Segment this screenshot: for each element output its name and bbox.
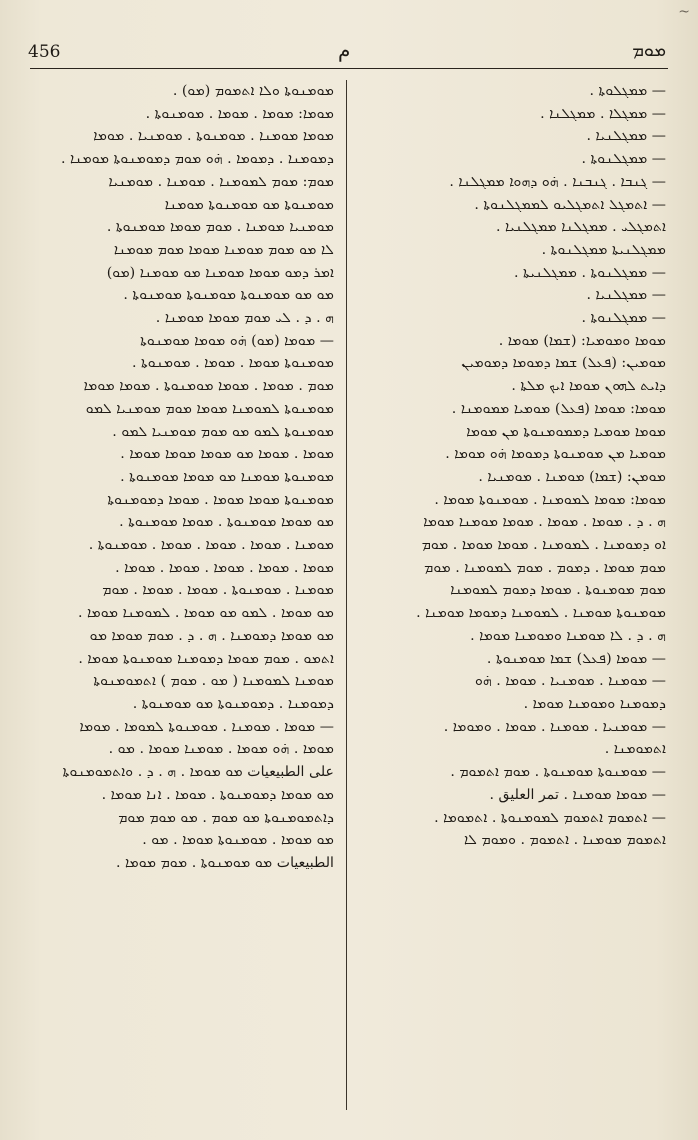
entry-line: — ܡܘܡܐ ܡܘܡܢܐ . تمر العليق . — [489, 786, 666, 803]
entry-line: ܡܘܡ ܡܘܡܐ . ܕܡܘܡ . ܡܘܡ ܠܡܘܡܢܐ . ܡܘܡ — [424, 559, 666, 576]
entry-line: — ܡܘܡܐ (ܡܘ) ܗ̇ܘ ܡܘܡܐ ܡܘܡܢܘܬܐ — [140, 332, 334, 349]
entry-line: — ܡܡܓܠܐ . ܡܡܓܠܢܐ . — [540, 105, 666, 122]
entry-line: ܡܘ ܡܘܡܐ ܡܘܡܢܘܬܐ . ܡܘܡܐ ܡܘܡܢܘܬܐ . — [119, 514, 334, 531]
entry-line: ܡܘܡܢ: (ܫܡܐ) ܡܘܡܢܐ . ܡܘܡܢܝܐ . — [478, 468, 666, 485]
entry-line: ܡܘܡܐ ܡܘܡܝܐ ܕܡܡܘܡܢܘܬܐ ܡܢ ܡܘܡܐ — [466, 423, 666, 440]
entry-line: ܗ . ܕ . ܠܝ ܡܘܡ ܡܘܡܐ ܡܘܡܢܐ . — [155, 310, 334, 327]
corner-mark: ~ — [678, 4, 690, 20]
entry-line: — ܡܡܓܠܢܘܬܐ . — [581, 310, 666, 327]
entry-line: ܐܬܡܘ . ܡܘܡ ܡܘܡܐ ܕܡܘܡܢܐ ܡܘܡܢܘܬܐ ܡܘܡܐ . — [78, 650, 334, 667]
entry-line: ܠܐ ܡܘ ܡܘܡ ܡܘܡܢܐ ܡܘܡܐ ܡܘܡ ܡܘܡܢܐ — [113, 241, 334, 258]
entry-line: — ܡܡܓܠܢܘܬܐ . ܡܡܓܠܢܝܬܐ . — [513, 264, 666, 281]
entry-line: ܡܘܡܢܘܬܐ ܡܘܡܢܐ . ܠܡܘܡܢܐ ܕܡܘܡܐ ܡܘܡܢܐ . — [416, 605, 666, 622]
entry-line: ܡܘܡܝܐ ܡܢ ܡܘܡܢܘܬܐ ܕܡܘܡܐ ܗ̇ܘ ܡܘܡܐ . — [445, 446, 666, 463]
entry-line: — ܡܘܡܐ (ܦܥܠ) ܫܡܐ ܡܘܡܢܘܬܐ . — [486, 650, 666, 667]
page-number: 456 — [28, 42, 61, 62]
entry-line: ܡܘܡܢܐ . ܡܘܡܐ . ܡܘܡܐ . ܡܘܡܐ . ܡܘܡܢܘܬܐ . — [88, 537, 334, 554]
entry-line: ܡܘ ܡܘ ܡܘܡܢܘܬܐ ܡܘܡܢܘܬܐ ܡܘܡܢܘܬܐ . — [123, 287, 334, 304]
running-head: ܡܘܡ — [632, 40, 666, 61]
left-column — [36, 80, 334, 1120]
entry-line: ܐܬܡܘܡ ܡܘܡܢܐ . ܐܬܡܘܡ . ܘܡܘܡ ܠܐ — [464, 832, 666, 849]
entry-line: ܡܘܡܢܘܬܐ ܡܘܡܐ ܡܘܡܐ . ܡܘܡܐ ܕܡܘܡܢܘܬܐ — [107, 491, 334, 508]
entry-line: ܕܡܘܡܢܐ . ܕܡܘܡܐ . ܗ̇ܘ ܡܘܡ ܕܡܘܡܢܘܬܐ ܡܘܡܢܐ . — [60, 151, 334, 168]
entry-line: ܡܘ ܡܘܡܐ . ܠܡܘ ܡܘ ܡܘܡܐ . ܠܡܘܡܢܐ ܡܘܡܐ . — [77, 605, 334, 622]
entry-line: ܡܘܡܐ . ܗ̇ܘ ܡܘܡܐ . ܡܘܡܢܐ ܡܘܡܐ . ܡܘ . — [108, 741, 334, 758]
entry-line: ܡܘܡܐ . ܡܘܡܐ . ܡܘܡܐ . ܡܘܡܐ . ܡܘܡܐ . — [115, 559, 334, 576]
entry-line: ܡܘܡ . ܡܘܡܐ . ܡܘܡܐ ܡܘܡܢܘܬܐ . ܡܘܡܐ ܡܘܡܐ — [83, 378, 334, 395]
entry-line: ܗ . ܕ . ܠܐ ܡܘܡܢܐ ܘܡܘܡܢܐ ܡܘܡܐ . — [470, 627, 666, 644]
entry-line: — ܡܘܡܢܐ . ܡܘܡܢܝܐ . ܡܘܡܐ . ܗ̇ܘ — [475, 673, 666, 690]
entry-line: ܡܘܡܢܘܬܐ ܠܡܘ ܡܘ ܡܘܡ ܡܘܡܢܝܐ ܠܡܘ . — [112, 423, 334, 440]
entry-line: — ܡܘܡܐ . ܡܘܡܢܐ . ܡܘܡܢܘܬܐ ܠܡܘܡܐ . ܡܘܡܐ — [79, 718, 334, 735]
right-column — [360, 80, 666, 1120]
entry-line: — ܐܬܡܓܠ ܐܬܡܓܠܝܘ ܠܡܡܓܠܢܘܬܐ . — [474, 196, 666, 213]
entry-line: ܐܡܪ ܕܡܘ ܡܘܡܐ ܡܘܡܢܐ ܡܘ ܡܘܡܢܐ (ܡܘ) — [106, 264, 334, 281]
entry-line: — ܡܘܡܢܝܐ . ܡܘܡܢܐ . ܡܘܡܐ . ܘܡܘܡܐ . — [443, 718, 666, 735]
entry-line: ܕܐܬܡܘܡܢܘܬܐ ܡܘ ܡܘܡ . ܡܘ ܡܘܡ ܡܘܡ — [118, 809, 334, 826]
entry-line: ܡܘܡܢܘܬܐ ܡܘܡܐ . ܡܘܡܐ . ܡܘܡܢܘܬܐ . — [131, 355, 334, 372]
entry-line: — ܐܬܡܘܡ ܐܬܡܘܡ ܠܡܘܡܢܘܬܐ . ܐܬܡܘܡܐ . — [434, 809, 666, 826]
entry-line: ܕܐܝܬ ܠܗܘܢ ܡܘܡܐ ܐܝܟ ܡܠܬܐ . — [511, 378, 666, 395]
entry-line: — ܡܡܓܠܢܝܐ . — [586, 287, 666, 304]
header-rule — [30, 68, 668, 69]
page-header — [0, 0, 698, 80]
entry-line: ܡܘܡܢܝܐ ܡܘܡܢܐ . ܡܘܡ ܡܘܡܐ ܡܘܡܢܘܬܐ . — [106, 219, 334, 236]
entry-line: — ܓܢܒܐ . ܓܢܒܢܐ . ܗ̇ܘ ܕܗܘܐ ܡܡܓܠܢܐ . — [449, 173, 666, 190]
entry-line: ܡܘܡܢܐ . ܡܘܡܢܘܬܐ . ܡܘܡܐ . ܡܘܡܐ . ܡܘܡ — [102, 582, 334, 599]
entry-line: الطبيعيات ܡܘ ܡܘܡܢܘܬܐ . ܡܘܡ ܡܘܡܐ . — [115, 854, 334, 871]
entry-line: ܡܘܡܐ: ܡܘܡܐ (ܦܥܠ) ܡܘܡܝܐ ܡܡܘܡܢܐ . — [451, 400, 666, 417]
section-letter: م — [338, 38, 351, 62]
entry-line: ܡܘܡܐ: ܡܘܡܐ ܠܡܘܡܢܐ . ܡܘܡܢܘܬܐ ܡܘܡܐ . — [434, 491, 666, 508]
entry-line: ܡܘ ܡܘܡܐ ܕܡܘܡܢܐ . ܗ . ܕ . ܡܘܡ ܡܘܡܐ ܡܘ — [89, 627, 334, 644]
entry-line: ܐܬܡܘܡܢܐ . — [604, 741, 666, 758]
entry-line: ܡܘܡܢܐ ܠܡܘܡܢܐ ( ܡܘ . ܡܘܡ ) ܐܬܡܘܡܢܘܬܐ — [93, 673, 334, 690]
entry-line: ܕܡܘܡܢܐ . ܕܡܘܡܢܘܬܐ ܡܘ ܡܘܡܢܘܬܐ . — [132, 695, 334, 712]
entry-line: — ܡܡܓܠܘܬܐ . — [589, 83, 666, 99]
entry-line: ܡܘ ܡܘܡܐ . ܡܘܡܢܘܬܐ ܡܘܡܐ . ܡܘ . — [142, 832, 334, 849]
entry-line: على الطبيعيات ܡܘ ܡܘܡܐ . ܗ . ܕ . ܘܐܬܡܘܡܢܘܬܐ — [62, 764, 334, 781]
entry-line: ܡܘܡܢܘܬܐ ܘܠܐ ܐܬܡܘܡ (ܡܘ) . — [172, 83, 334, 99]
column-divider — [346, 80, 347, 1110]
entry-line: ܡܡܓܠܢܝܬܐ ܡܡܓܠܢܘܬܐ . — [541, 241, 666, 258]
entry-line: ܡܘܡܐ . ܡܘܡܐ ܡܘ ܡܘܡܐ ܡܘܡܐ ܡܘܡܐ . — [120, 446, 334, 463]
entry-line: — ܡܡܓܠܢܝܐ . — [586, 128, 666, 145]
entry-line: ܡܘܡܢܘܬܐ ܡܘܡܢܐ ܡܘ ܡܘܡܐ ܡܘܡܢܘܬܐ . — [120, 468, 334, 485]
entry-line: ܡܘܡ: ܡܘܡ ܠܡܘܡܢܐ . ܡܘܡܢܐ . ܡܘܡܢܝܐ — [108, 173, 334, 190]
entry-line: ܕܡܘܡܢܐ ܘܡܘܡܢܐ ܡܘܡܐ . — [523, 695, 666, 712]
entry-line: ܡܘܡܐ: ܡܘܡܐ . ܡܘܡܐ . ܡܘܡܢܘܬܐ . — [145, 105, 334, 122]
entry-line: — ܡܘܡܢܘܬܐ ܡܘܡܢܘܬܐ . ܡܘܡ ܐܬܡܘܡ . — [450, 764, 666, 781]
entry-line: ܡܘܡܝܢ: (ܦܥܠ) ܫܡܐ ܕܡܘܡܐ ܕܡܘܡܝܢ — [461, 355, 666, 372]
entry-line: ܡܘܡܐ ܡܘܡܢܐ . ܡܘܡܢܘܬܐ . ܡܘܡܢܝܐ . ܡܘܡܐ — [93, 128, 334, 145]
entry-line: ܡܘ ܡܘܡܐ ܕܡܘܡܢܘܬܐ . ܡܘܡܐ . ܐܢܐ ܡܘܡܐ . — [101, 786, 334, 803]
entry-line: ܡܘܡܢܘܬܐ ܠܡܘܡܢܐ ܡܘܡܐ ܡܘܡ ܡܘܡܢܝܐ ܠܡܘ — [85, 400, 334, 417]
entry-line: ܡܘܡܢܘܬܐ ܡܘ ܡܘܡܢܘܬܐ ܡܘܡܢܐ — [164, 196, 334, 213]
entry-line: ܗ . ܕ . ܡܘܡܐ . ܡܘܡܐ . ܡܘܡܐ ܡܘܡܢܐ ܡܘܡܐ — [423, 514, 666, 531]
entry-line: ܡܘܡ ܡܘܡܢܘܬܐ . ܡܘܡܐ ܕܡܘܡ ܠܡܘܡܢܐ — [450, 582, 666, 599]
entry-line: ܡܘܡܐ ܘܡܘܡܝܐ: (ܫܡܐ) ܡܘܡܐ . — [498, 332, 666, 349]
entry-line: ܐܘ ܕܡܘܡܢܐ . ܠܡܘܡܢܐ . ܡܘܡܐ ܡܘܡܐ . ܡܘܡ — [421, 537, 666, 554]
entry-line: ܐܬܡܓܠܝ . ܡܡܓܠܢܐ ܡܡܓܠܢܝܐ . — [495, 219, 666, 236]
entry-line: — ܡܡܓܠܢܘܬܐ . — [581, 151, 666, 168]
